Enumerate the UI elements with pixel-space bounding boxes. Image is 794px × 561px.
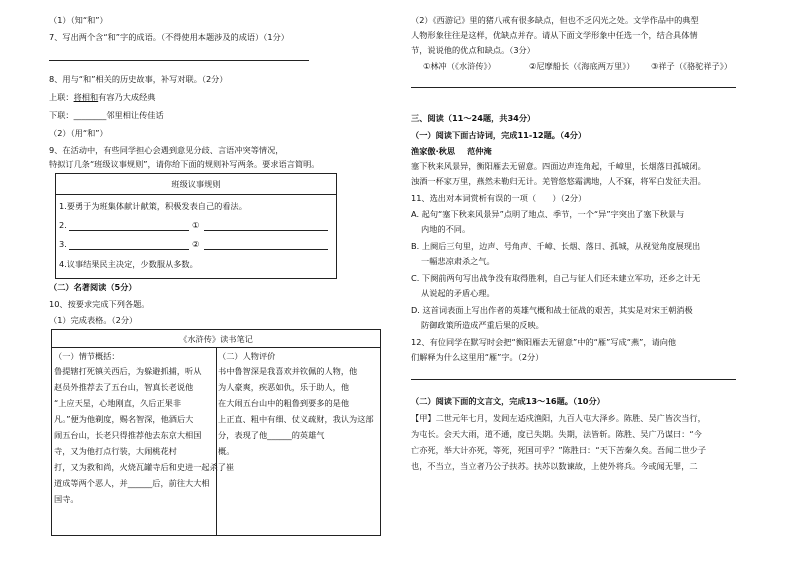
plot-line: “上应天星，心地刚直，久后正果非: [54, 398, 182, 408]
left-column: [49, 0, 389, 561]
q10-2-line: 人物形象往往是这样，优缺点并存。请从下面文学形象中任选一个，结合具体情: [411, 30, 698, 40]
right-column: [411, 0, 741, 561]
plot-line: 打，又为救和尚，火烧瓦罐寺后和史进一起杀了崔: [54, 462, 235, 472]
review-line: 在大闹五台山中的粗鲁到要多的是他: [218, 398, 350, 408]
q7-heading: （1）（知“和”）: [49, 15, 108, 25]
rule-3-circle: ②: [192, 239, 200, 249]
notes-title: 《水浒传》读书笔记: [179, 334, 253, 344]
question-11: 11、选出对本词赏析有误的一项（ ）（2分）: [411, 193, 587, 203]
poem-line: 浊酒一杯家万里，燕然未勒归无计。羌管悠悠霜满地，人不寐，将军白发征夫泪。: [411, 176, 706, 186]
rule-2-number: 2.: [59, 220, 67, 230]
review-line: 上正直、粗中有细、仗义疏财，我认为这部: [218, 414, 374, 424]
plot-line: 鲁提辖打死镇关西后，为躲避抓捕，听从: [54, 366, 202, 376]
poem-line: 塞下秋来风景异，衡阳雁去无留意。四面边声连角起，千嶂里，长烟落日孤城闭。: [411, 161, 706, 171]
q11-option-line: 一幅悲凉肃杀之气。: [421, 256, 495, 266]
rule-3-number: 3.: [59, 239, 67, 249]
poem-title: 渔家傲·秋思: [411, 146, 456, 156]
question-8: 8、用与“和”相关的历史故事，补写对联。（2分）: [49, 74, 228, 84]
sub-1-heading: （一）阅读下面古诗词，完成11-12题。（4分）: [411, 130, 587, 140]
q11-option-line: B. 上阕后三句里，边声、号角声、千嶂、长烟、落日、孤城，从视觉角度展现出: [411, 241, 701, 251]
q11-option-line: A. 起句“塞下秋来风景异”点明了地点、季节，一个“异”字突出了塞下秋景与: [411, 209, 685, 219]
rule-2-circle: ①: [192, 220, 200, 230]
couplet-up-prefix: 上联：: [49, 92, 74, 102]
reading-notes-table: [51, 329, 381, 536]
plot-summary-header: （一）情节概括：: [54, 351, 120, 361]
choice-3: ③祥子（《骆驼祥子》）: [651, 61, 733, 71]
poem-title-line: [411, 145, 492, 157]
answer-line: [204, 249, 328, 250]
question-9-line1: 9、在活动中，有些同学担心会遇到意见分歧、言语冲突等情况，: [49, 145, 284, 155]
sub-2-heading: （二）阅读下面的文言文，完成13～16题。（10分）: [411, 396, 605, 406]
plot-line: 寺，又为他打点行装，大闹桃花村: [54, 446, 177, 456]
rules-title: 班级议事规则: [171, 179, 221, 189]
classical-line: 亡亦死，举大计亦死，等死，死国可乎？”陈胜曰：“天下苦秦久矣。吾闻二世少子: [411, 445, 707, 455]
question-12-line: 们解释为什么这里用“雁”字。（2分）: [411, 352, 544, 362]
answer-line: [69, 249, 189, 250]
review-line: 书中鲁智深是我喜欢并钦佩的人物，他: [218, 366, 358, 376]
plot-line: 国寺。: [54, 494, 79, 504]
answer-line: [204, 230, 328, 231]
question-10: 10、按要求完成下列各题。: [49, 299, 150, 309]
q10-2-line: 节，说说他的优点和缺点。（3分）: [411, 45, 535, 55]
q11-option-line: 内地的不同。: [421, 224, 471, 234]
question-12-line: 12、有位同学在默写时会把“衡阳雁去无留意”中的“雁”写成“燕”，请向他: [411, 337, 677, 347]
question-9-line2: 特拟订几条“班级议事规则”，请你给下面的规则补写两条。要求语言简明。: [49, 159, 320, 169]
section-3-heading: 三、阅读（11～24题，共34分）: [411, 113, 536, 123]
q11-option-line: D. 这首词表面上写出作者的英雄气概和战士征战的艰苦，其实是对宋王朝消极: [411, 305, 693, 315]
couplet-lower: 下联：________邻里相让传佳话: [49, 110, 164, 120]
plot-line: 凡。”便为他剃度，赐名智深，他酒后大: [54, 414, 194, 424]
question-7: 7、写出两个含“和”字的成语。（不得使用本题涉及的成语）（1分）: [49, 32, 289, 42]
couplet-up-underlined: 将相和: [73, 92, 99, 102]
answer-line: [69, 230, 189, 231]
q11-option-line: C. 下阕前两句写出战争没有取得胜利，自己与征人们还未建立军功，还乡之计无: [411, 273, 701, 283]
choice-2: ②尼摩船长（《海底两万里》）: [529, 61, 635, 71]
rule-1: 1.要勇于为班集体献计献策，积极发表自己的看法。: [59, 201, 247, 211]
poem-author: 范仲淹: [467, 146, 492, 156]
section-2-heading: （二）名著阅读（5分）: [49, 282, 137, 292]
q10-2-line: （2）《西游记》里的猪八戒有很多缺点，但也不乏闪光之处。文学作品中的典型: [411, 15, 699, 25]
answer-line: [49, 60, 309, 61]
q11-option-line: 从说起的矛盾心理。: [421, 288, 495, 298]
classical-line: 也，不当立，当立者乃公子扶苏。扶苏以数谏故，上使外将兵。今或闻无罪，二: [411, 461, 698, 471]
couplet-up-rest: 有容乃大成经典: [98, 92, 156, 102]
answer-line: [411, 379, 736, 380]
plot-line: 赵员外推荐去了五台山，智真长老说他: [54, 382, 194, 392]
review-line: 为人豪爽，疾恶如仇，乐于助人，他: [218, 382, 350, 392]
answer-line: [411, 87, 736, 88]
couplet-upper: [49, 91, 155, 103]
classical-line: 【甲】二世元年七月，发闾左适戍渔阳，九百人屯大泽乡。陈胜、吴广皆次当行，: [411, 413, 706, 423]
choice-1: ①林冲（《水浒传》）: [423, 61, 496, 71]
review-line: 分，表现了他______的英雄气: [218, 430, 325, 440]
plot-line: 道成等两个恶人，并______后，前往大大相: [54, 478, 210, 488]
character-review-header: （二）人物评价: [218, 351, 276, 361]
plot-line: 闹五台山，长老只得推荐他去东京大相国: [54, 430, 202, 440]
q11-option-line: 防御政策所造成严重后果的反映。: [421, 320, 544, 330]
question-10-1: （1）完成表格。（2分）: [49, 315, 138, 325]
rule-4: 4.议事结果民主决定，少数服从多数。: [59, 259, 198, 269]
divider: [56, 194, 336, 195]
q9-heading: （2）（用“和”）: [49, 128, 108, 138]
rules-box: [55, 173, 337, 279]
column-divider: [216, 347, 217, 535]
review-line: 概。: [218, 446, 235, 456]
classical-line: 为屯长。会天大雨，道不通，度已失期。失期，法皆斩。陈胜、吴广乃谋曰：“今: [411, 429, 702, 439]
